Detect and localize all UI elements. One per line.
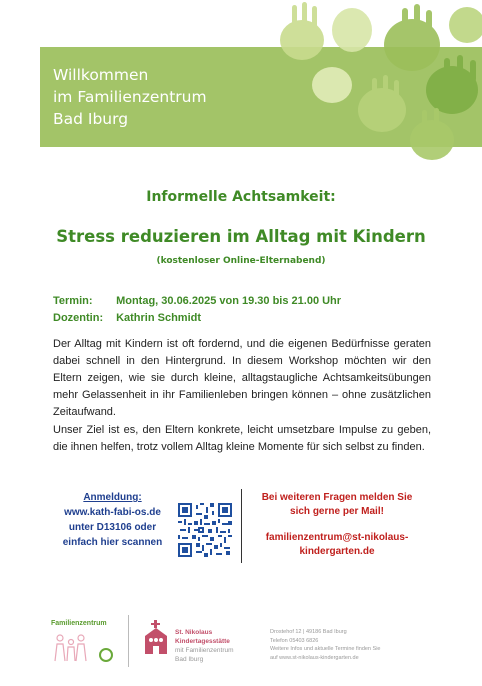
date-value: Montag, 30.06.2025 von 19.30 bis 21.00 Uhr	[116, 295, 342, 307]
familienzentrum-logo-text: Familienzentrum	[51, 620, 107, 627]
church-logo-icon	[141, 620, 171, 654]
registration-label: Anmeldung:	[83, 492, 142, 503]
speaker-label: Dozentin:	[53, 312, 104, 324]
event-title: Stress reduzieren im Alltag mit Kindern	[56, 227, 426, 246]
date-row	[53, 295, 341, 307]
speaker-row	[53, 312, 201, 324]
contact-block	[252, 491, 422, 559]
banner-line-1: Willkommen	[53, 66, 149, 84]
event-subtitle: (kostenloser Online-Elternabend)	[156, 256, 326, 266]
address-line-4[interactable]: auf www.st-nikolaus-kindergarten.de	[270, 654, 359, 661]
banner-title	[53, 64, 207, 130]
registration-url[interactable]: www.kath-fabi-os.de	[64, 507, 161, 518]
description-paragraph-2: Unser Ziel ist es, den Eltern konkrete, leicht umsetzbare Impulse zu geben, die ihnen helfen, trotz vollem Alltag kleine Momente für sich selbst zu finden.	[53, 424, 431, 453]
vertical-divider	[241, 489, 242, 563]
banner-line-2: im Familienzentrum	[53, 88, 207, 106]
registration-block	[60, 490, 165, 550]
event-category-heading: Informelle Achtsamkeit:	[146, 189, 336, 205]
contact-email-line-2[interactable]: kindergarten.de	[299, 546, 375, 557]
kita-name-line-1: St. Nikolaus	[175, 629, 213, 636]
description-paragraph-1: Der Alltag mit Kindern ist oft fordernd, und die eigenen Bedürfnisse geraten dabei schnell in den Hintergrund. In diesem Workshop möchten wir den Eltern zeigen, wie sie durch kleine, alltagstaugliche Achtsamkeitsübungen mehr Gelassenheit in ihr Familienleben bringen können – ohne zusätzlichen Zeitaufwand.	[53, 338, 431, 418]
address-block	[270, 628, 380, 662]
qr-code[interactable]	[178, 503, 232, 557]
contact-email-line-1[interactable]: familienzentrum@st-nikolaus-	[265, 532, 409, 543]
kita-name-line-4: Bad Iburg	[175, 656, 204, 663]
familienzentrum-family-icon	[52, 631, 88, 663]
kita-name-line-2: Kindertagesstätte	[175, 638, 230, 645]
address-line-1: Drostehof 12 | 49186 Bad Iburg	[270, 629, 347, 635]
footer-divider	[128, 615, 129, 667]
registration-scan-hint: einfach hier scannen	[62, 537, 163, 548]
address-line-2: Telefon 05403 6826	[270, 637, 319, 644]
handprints-graphic	[262, 0, 482, 175]
speaker-value: Kathrin Schmidt	[116, 312, 202, 324]
banner-line-3: Bad Iburg	[53, 110, 129, 128]
contact-question-line-2: sich gerne per Mail!	[290, 506, 384, 517]
certificate-ring-icon	[99, 648, 113, 662]
kita-name-line-3: mit Familienzentrum	[175, 647, 234, 654]
address-line-3: Weitere Infos und aktuelle Termine finden Sie	[270, 646, 381, 652]
date-label: Termin:	[53, 295, 93, 307]
registration-code: unter D13106 oder	[68, 522, 157, 533]
contact-question-line-1: Bei weiteren Fragen melden Sie	[261, 492, 413, 503]
kita-name-block	[175, 628, 234, 664]
